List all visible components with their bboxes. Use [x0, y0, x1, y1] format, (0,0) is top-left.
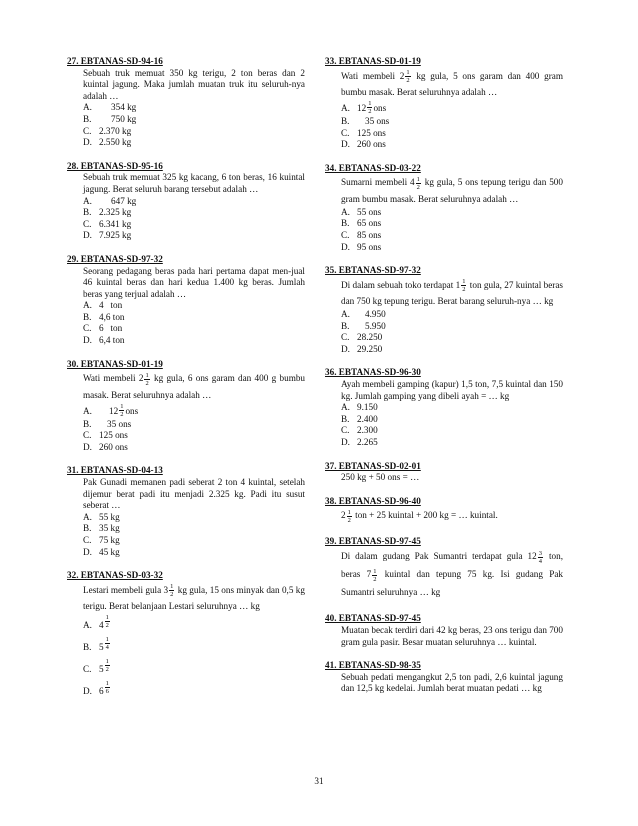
- option-b: B. 35 ons: [341, 115, 390, 126]
- question-text: Sebuah pedati mengangkut 2,5 ton padi, 2,6 kuintal jagung dan 12,5 kg kedelai. Jumlah berat muatan pedati … kg: [341, 671, 563, 694]
- question-27: [67, 56, 305, 149]
- question-28: [67, 161, 305, 242]
- question-text: Sebuah truk memuat 350 kg terigu, 2 ton beras dan 2 kuintal jagung. Maka jumlah muatan truk itu seluruh-nya adalah …: [83, 67, 305, 101]
- question-36: [325, 367, 563, 448]
- question-header: 29. EBTANAS-SD-97-32: [67, 253, 163, 264]
- option-c: C. 125 ons: [83, 430, 128, 441]
- option-b: B. 2.325 kg: [83, 207, 132, 218]
- question-header: 38. EBTANAS-SD-96-40: [325, 495, 421, 506]
- question-39: [325, 536, 563, 602]
- question-text: Di dalam sebuah toko terdapat 1 $\frac{1}{2}$ ton gula, 27 kuintal beras dan 750 kg tepung terigu. Berat barang seluruh-nya … kg: [341, 278, 563, 307]
- option-c: C. 5 $\frac{1}{2}$: [83, 658, 109, 675]
- option-b: B. 5 $\frac{1}{4}$: [83, 636, 109, 653]
- question-text: Muatan becak terdiri dari 42 kg beras, 23 ons terigu dan 700 gram gula pasir. Besar muatan seluruhnya … kuintal.: [341, 625, 563, 647]
- question-text: Wati membeli 2 $\frac{1}{2}$ kg gula, 5 ons garam dan 400 gram bumbu masak. Berat seluruhnya adalah …: [341, 68, 563, 97]
- option-d: D. 2.265: [341, 437, 378, 448]
- question-text: Sumarni membeli 4 $\frac{1}{2}$ kg gula, 5 ons tepung terigu dan 500 gram bumbu masak. Berat seluruhnya adalah …: [341, 175, 563, 204]
- question-32: [67, 570, 305, 702]
- question-header: 30. EBTANAS-SD-01-19: [67, 358, 163, 369]
- option-a: A. 354 kg: [83, 102, 137, 113]
- question-31: [67, 465, 305, 558]
- option-b: B. 750 kg: [83, 113, 137, 124]
- question-38: [325, 496, 563, 524]
- fraction: $\frac{1}{2}$: [145, 371, 149, 387]
- question-33: [325, 56, 563, 151]
- right-column: [325, 56, 563, 707]
- fraction: $\frac{3}{4}$: [538, 549, 542, 565]
- question-text: Wati membeli 2 $\frac{1}{2}$ kg gula, 6 ons garam dan 400 g bumbu masak. Berat seluruhnya adalah …: [83, 371, 306, 400]
- option-a: A. 4.950: [341, 309, 386, 320]
- option-c: C. 85 ons: [341, 229, 382, 240]
- option-b: B. 5.950: [341, 320, 386, 331]
- question-41: [325, 660, 563, 695]
- option-b: B. 65 ons: [341, 218, 382, 229]
- question-header: 36. EBTANAS-SD-96-30: [325, 367, 421, 378]
- question-header: 27. EBTANAS-SD-94-16: [67, 56, 163, 66]
- fraction: $\frac{1}{2}$: [170, 583, 174, 599]
- option-a: A. 12 $\frac{1}{2}$ ons: [341, 99, 387, 115]
- question-34: [325, 163, 563, 253]
- option-d: D. 45 kg: [83, 546, 120, 557]
- question-header: 33. EBTANAS-SD-01-19: [325, 56, 421, 66]
- option-b: B. 2.400: [341, 413, 378, 424]
- option-b: B. 4,6 ton: [83, 311, 125, 322]
- option-a: A. 4 $\frac{1}{2}$: [83, 614, 109, 631]
- option-a: A. 55 kg: [83, 511, 120, 522]
- question-header: 39. EBTANAS-SD-97-45: [325, 535, 421, 546]
- question-text: Seorang pedagang beras pada hari pertama dapat men-jual 46 kuintal beras dan hari kedua 1.400 kg beras. Jumlah beras yang terjual adalah …: [83, 265, 305, 299]
- question-29: [67, 254, 305, 347]
- question-text: Di dalam gudang Pak Sumantri terdapat gula 12 $\frac{3}{4}$ ton, beras 7 $\frac{1}{2}$ kuintal dan tepung 75 kg. Isi gudang Pak Sumantri seluruhnya … kg: [341, 549, 563, 598]
- question-40: [325, 613, 563, 648]
- fraction: $\frac{1}{2}$: [416, 175, 420, 191]
- fraction: $\frac{1}{2}$: [373, 567, 377, 583]
- option-c: C. 75 kg: [83, 534, 120, 545]
- option-d: D. 29.250: [341, 343, 383, 354]
- option-a: A. 647 kg: [83, 195, 137, 206]
- question-header: 31. EBTANAS-SD-04-13: [67, 465, 163, 476]
- question-text: 2 $\frac{1}{2}$ ton + 25 kuintal + 200 kg = … kuintal.: [341, 508, 498, 524]
- question-35: [325, 265, 563, 355]
- question-header: 32. EBTANAS-SD-03-32: [67, 570, 163, 581]
- question-30: [67, 359, 305, 454]
- option-c: C. 2.370 kg: [83, 125, 132, 136]
- question-text: Sebuah truk memuat 325 kg kacang, 6 ton beras, 16 kuintal jagung. Berat seluruh barang tersebut adalah …: [83, 172, 305, 194]
- option-b: B. 35 ons: [83, 418, 132, 429]
- question-text: Pak Gunadi memanen padi seberat 2 ton 4 kuintal, setelah dijemur berat padi itu menjadi 2.325 kg. Padi itu susut seberat …: [83, 477, 305, 511]
- question-text: 250 kg + 50 ons = …: [341, 472, 420, 483]
- option-d: D. 95 ons: [341, 241, 382, 252]
- question-header: 40. EBTANAS-SD-97-45: [325, 613, 421, 624]
- option-b: B. 35 kg: [83, 523, 120, 534]
- question-header: 37. EBTANAS-SD-02-01: [325, 460, 421, 471]
- option-c: C. 2.300: [341, 425, 378, 436]
- option-d: D. 6 $\frac{1}{6}$: [83, 680, 109, 697]
- option-d: D. 7.925 kg: [83, 230, 132, 241]
- question-header: 41. EBTANAS-SD-98-35: [325, 660, 421, 671]
- question-header: 34. EBTANAS-SD-03-22: [325, 162, 421, 173]
- option-a: A. 55 ons: [341, 206, 382, 217]
- option-c: C. 28.250: [341, 332, 383, 343]
- question-header: 28. EBTANAS-SD-95-16: [67, 160, 163, 171]
- option-d: D. 2.550 kg: [83, 137, 132, 148]
- option-a: A. 12 $\frac{1}{2}$ ons: [83, 402, 139, 418]
- question-text: Lestari membeli gula 3 $\frac{1}{2}$ kg gula, 15 ons minyak dan 0,5 kg terigu. Berat belanjaan Lestari seluruhnya … kg: [83, 583, 305, 612]
- fraction: $\frac{1}{2}$: [462, 278, 466, 294]
- question-text: Ayah membeli gamping (kapur) 1,5 ton, 7,5 kuintal dan 150 kg. Jumlah gamping yang dibeli ayah = … kg: [341, 379, 563, 401]
- fraction: $\frac{1}{2}$: [406, 68, 410, 84]
- option-d: D. 6,4 ton: [83, 335, 125, 346]
- option-d: D. 260 ons: [341, 139, 386, 150]
- option-c: C. 125 ons: [341, 127, 386, 138]
- option-c: C. 6.341 kg: [83, 218, 132, 229]
- question-header: 35. EBTANAS-SD-97-32: [325, 265, 421, 276]
- fraction: $\frac{1}{2}$: [347, 508, 351, 524]
- question-37: [325, 461, 563, 484]
- page-number: 31: [314, 776, 324, 786]
- left-column: [67, 56, 305, 714]
- option-a: A. 9.150: [341, 402, 378, 413]
- option-d: D. 260 ons: [83, 441, 128, 452]
- option-a: A. 4 ton: [83, 300, 123, 311]
- option-c: C. 6 ton: [83, 323, 123, 334]
